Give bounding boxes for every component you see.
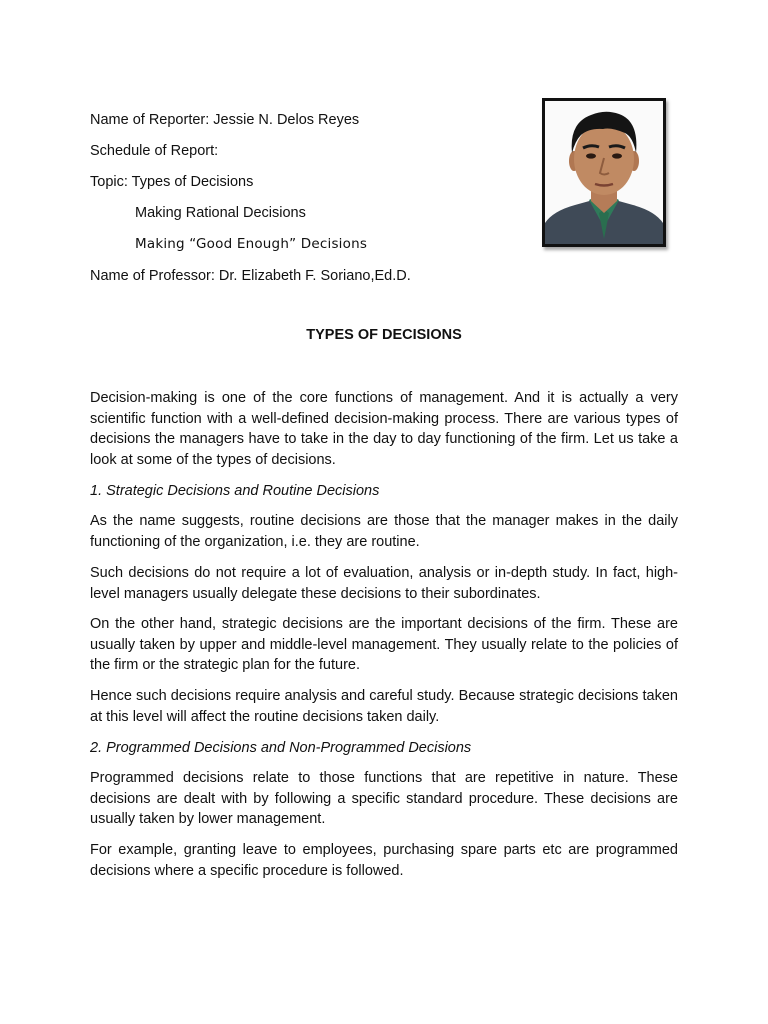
professor-line: Name of Professor: Dr. Elizabeth F. Soriano,Ed.D. [90,268,411,284]
topic-line: Topic: Types of Decisions [90,174,254,190]
reporter-line: Name of Reporter: Jessie N. Delos Reyes [90,112,360,128]
strategic-paragraph: On the other hand, strategic decisions are the important decisions of the firm. These are usually taken by upper and middle-level management. They usually relate to the policies of the firm or the strategic plan for the future. [90,616,678,673]
reporter-photo [542,98,666,247]
delegation-paragraph: Such decisions do not require a lot of evaluation, analysis or in-depth study. In fact, high-level managers usually delegate these decisions to their subordinates. [90,565,678,602]
analysis-paragraph: Hence such decisions require analysis and careful study. Because strategic decisions taken at this level will affect the routine decisions taken daily. [90,688,678,725]
subtopic-good-enough: Making “Good Enough” Decisions [135,236,368,252]
subtopic-rational: Making Rational Decisions [135,205,306,221]
example-paragraph: For example, granting leave to employees, purchasing spare parts etc are programmed decisions where a specific procedure is followed. [90,842,678,879]
document-title: TYPES OF DECISIONS [306,327,462,343]
section-heading-strategic-routine: 1. Strategic Decisions and Routine Decisions [90,483,380,499]
section-heading-programmed: 2. Programmed Decisions and Non-Programmed Decisions [90,740,472,756]
programmed-paragraph: Programmed decisions relate to those functions that are repetitive in nature. These decisions are dealt with by following a specific standard procedure. These decisions are usually taken by lower management. [90,770,678,827]
routine-paragraph: As the name suggests, routine decisions are those that the manager makes in the daily functioning of the organization, i.e. they are routine. [90,513,678,550]
schedule-line: Schedule of Report: [90,143,219,159]
intro-paragraph: Decision-making is one of the core functions of management. And it is actually a very scientific function with a well-defined decision-making process. There are various types of decisions the managers have to take in the day to day functioning of the firm. Let us take a look at some of the types of decisions. [90,390,678,468]
portrait-image [545,101,663,244]
